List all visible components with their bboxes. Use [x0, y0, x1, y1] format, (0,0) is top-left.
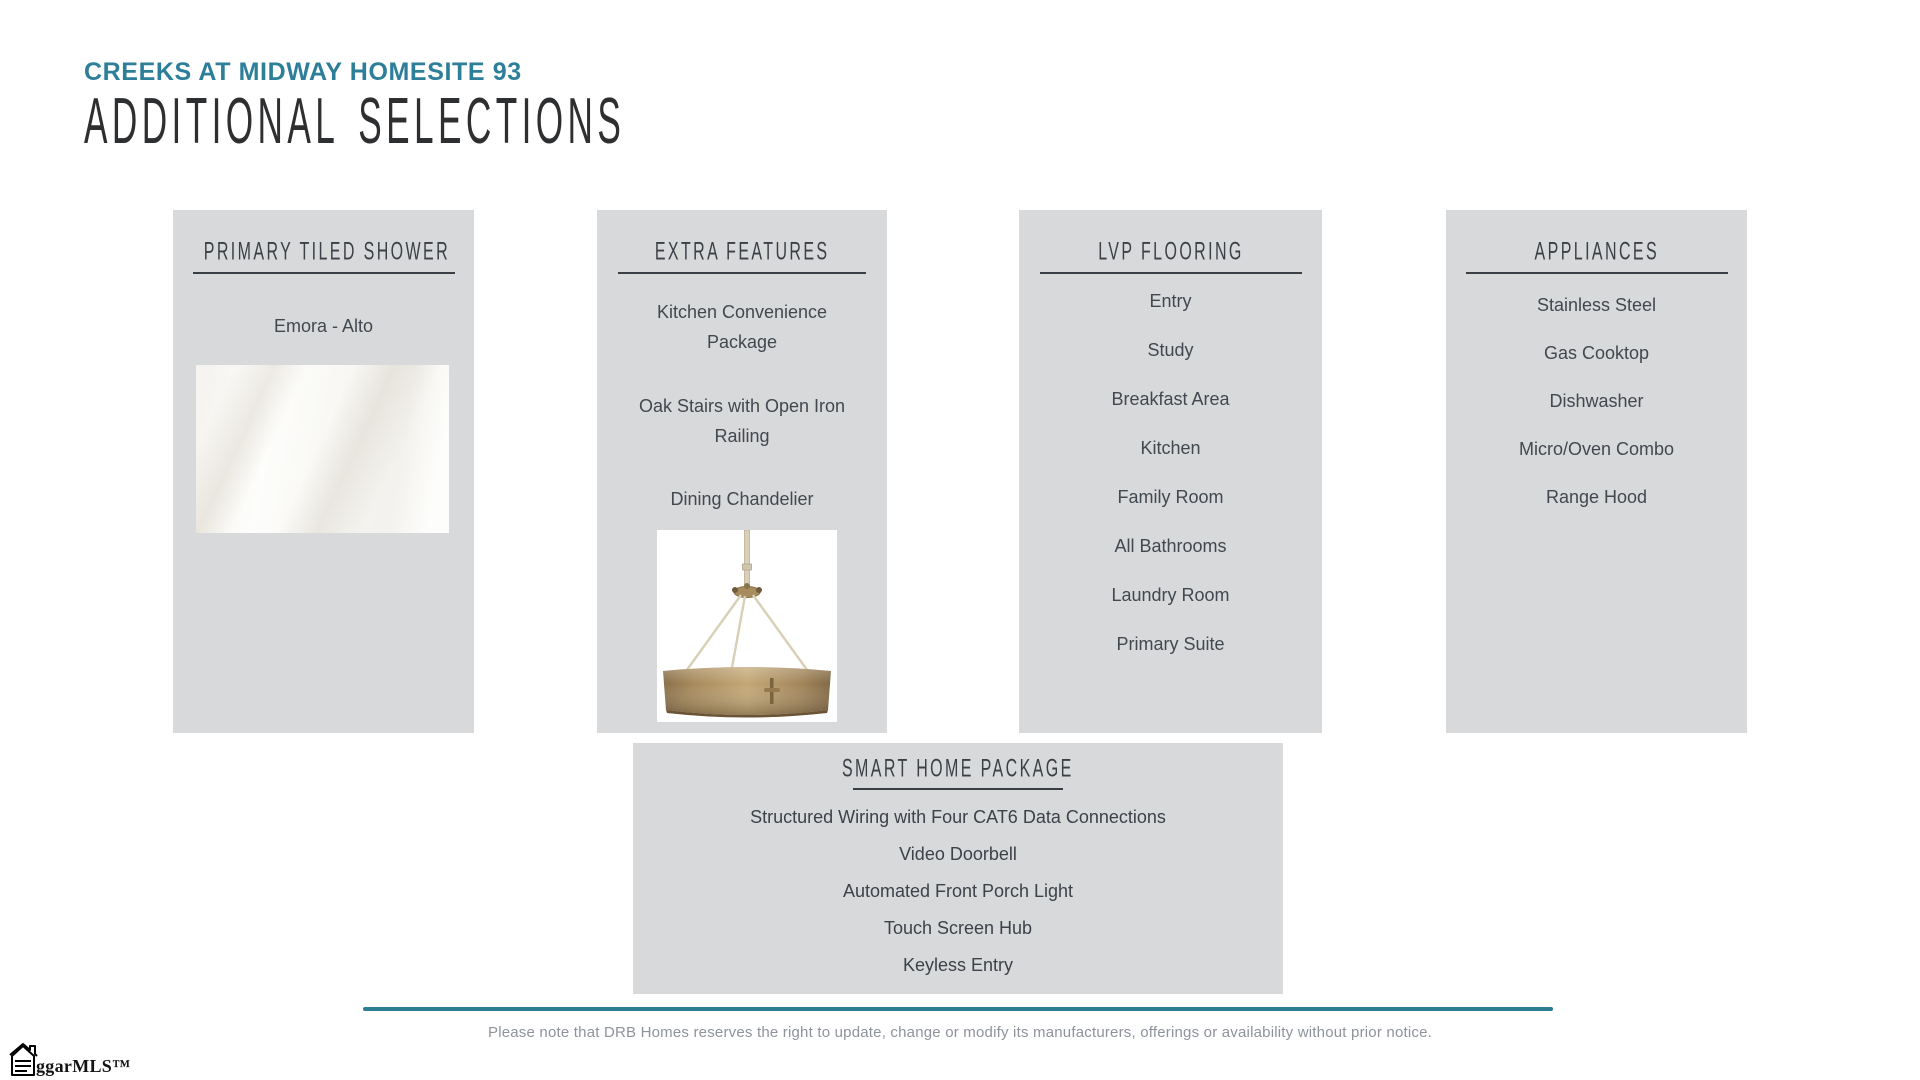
teal-divider-line [363, 1007, 1553, 1011]
selection-item: Keyless Entry [902, 955, 1014, 975]
card-title: SMART HOME PACKAGE [842, 755, 1074, 783]
selection-item: Stainless Steel [1536, 294, 1657, 315]
selection-item: All Bathrooms [1114, 536, 1227, 556]
watermark-text: ggarMLS™ [36, 1056, 131, 1076]
card-title: APPLIANCES [1534, 238, 1659, 266]
page-title: ADDITIONAL SELECTIONS [84, 86, 626, 158]
title-underline [853, 788, 1063, 790]
selection-item: Emora - Alto [273, 316, 374, 336]
selection-list [1446, 281, 1747, 521]
selection-item: Laundry Room [1111, 585, 1230, 605]
selection-item: Touch Screen Hub [883, 918, 1033, 938]
selection-item: Family Room [1117, 487, 1224, 507]
selection-item: Gas Cooktop [1543, 342, 1650, 363]
selection-item: Range Hood [1545, 486, 1648, 507]
title-underline [618, 272, 866, 274]
selection-item: Automated Front Porch Light [842, 881, 1074, 901]
card-smart-home-package [633, 743, 1283, 994]
selection-item: Breakfast Area [1111, 389, 1230, 409]
selection-item: Kitchen [1140, 438, 1201, 458]
selection-item: Video Doorbell [899, 844, 1017, 864]
title-underline [1040, 272, 1302, 274]
marble-tile-swatch-image [196, 365, 449, 533]
card-extra-features [597, 210, 887, 733]
disclaimer-text: Please note that DRB Homes reserves the right to update, change or modify its manufacturers, offerings or availability without prior notice. [487, 1024, 1432, 1041]
card-title: EXTRA FEATURES [654, 238, 830, 266]
card-appliances [1446, 210, 1747, 733]
selection-item: Study [1147, 340, 1194, 360]
selection-list [633, 799, 1283, 984]
title-underline [1466, 272, 1728, 274]
selection-item: Micro/Oven Combo [1518, 438, 1675, 459]
selection-item: Structured Wiring with Four CAT6 Data Connections [750, 807, 1166, 827]
mls-watermark [3, 1041, 130, 1079]
title-underline [193, 272, 455, 274]
card-lvp-flooring [1019, 210, 1322, 733]
selection-item: Kitchen Convenience Package [656, 302, 828, 352]
selection-item: Oak Stairs with Open Iron Railing [638, 396, 846, 446]
chandelier-image [657, 530, 837, 722]
card-title: PRIMARY TILED SHOWER [203, 238, 451, 266]
drum-chandelier-graphic [657, 530, 837, 722]
selection-item: Primary Suite [1116, 634, 1225, 654]
selection-item: Dining Chandelier [670, 489, 814, 509]
card-primary-tiled-shower [173, 210, 474, 733]
selection-item: Dishwasher [1549, 390, 1644, 411]
selection-list [1019, 277, 1322, 669]
community-subtitle: CREEKS AT MIDWAY HOMESITE 93 [84, 58, 522, 86]
card-title: LVP FLOORING [1097, 238, 1244, 266]
selection-item: Entry [1149, 291, 1192, 311]
